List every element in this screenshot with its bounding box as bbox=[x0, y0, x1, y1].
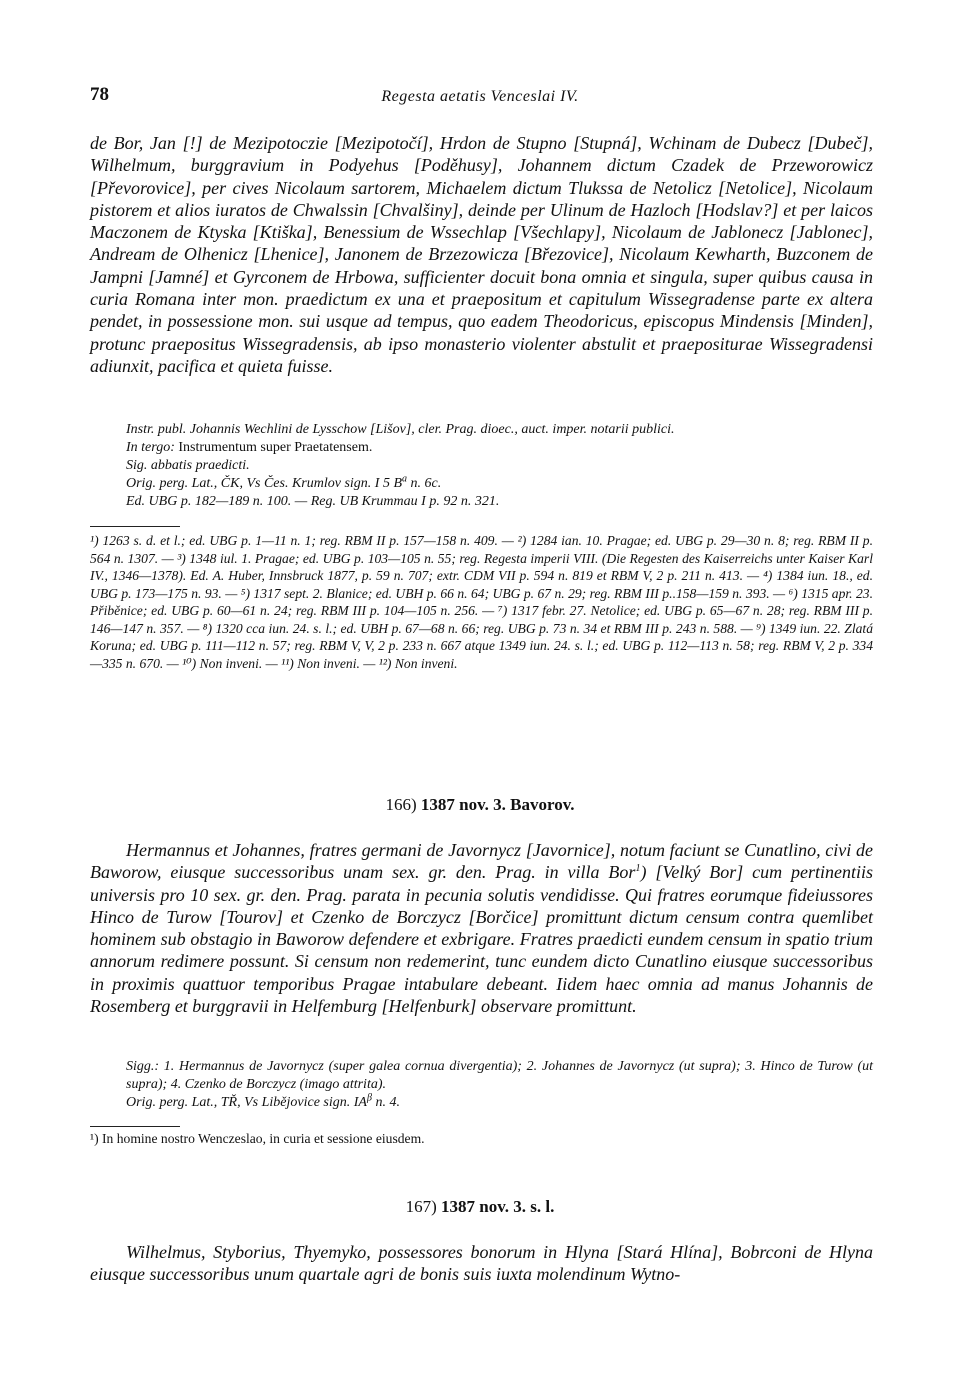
footnote-text: ¹) In homine nostro Wenczeslao, in curia et sessione eiusdem. bbox=[90, 1131, 425, 1146]
regest-number: 167) bbox=[405, 1197, 437, 1216]
note-orig-166-sup: β bbox=[366, 1092, 372, 1104]
regest-166-footnotes bbox=[90, 1130, 873, 1148]
regest-165-notes bbox=[126, 421, 873, 511]
note-ed: Ed. UBG p. 182—189 n. 100. — Reg. UB Krummau I p. 92 n. 321. bbox=[126, 494, 500, 509]
regest-166-text-b: ) [Velký Bor] cum pertinentiis universis pro 10 sex. gr. den. Prag. parata in pecunia solutis vendidisse. Qui fratres eorumque fideiussores Hinco de Turow [Tourov] et Czenko de Borczycz [Borčice] promittunt dictum censum contra quemlibet hominem sub obstagio in Baworow defendere et exbrigare. Fratres praedicti eundem censum in spatio trium annorum redimere possunt. Si censum non redemerint, tunc eundem dicto Cunatlino eiusque successoribus in proximis quattuor temporibus Pragae intabulare debeant. Iidem haec omnia ad manus Johannis de Rosemberg et burggravii in Helfemburg [Helfenburk] observare promittunt. bbox=[90, 862, 873, 1017]
regest-167-heading bbox=[0, 1197, 960, 1217]
note-orig bbox=[126, 475, 873, 493]
regest-165-paragraph: de Bor, Jan [!] de Mezipotoczie [Mezipotočí], Hrdon de Stupno [Stupná], Wchinam de Dubecz [Dubeč], Wilhelmum, burggravium in Podyehus [Poděhusy], Johannem dictum Czadek de Przeworowicz [Převorovice], per cives Nicolaum sartorem, Michaelem dictum Tlukssa de Netolicz [Netolice], Nicolaum pistorem et alios iuratos de Chwalssin [Chvalšiny], deinde per Ulinum de Hazloch [Hodslav?] et per laicos Maczonem de Ktyska [Ktiška], Benessium de Wssechlap [Všechlapy], Nicolaum de Jablonecz [Jablonec], Andream de Olhenicz [Lhenice], Janonem de Brzezowicza [Březovice], Nicolaum Kewharth, Buzconem de Jampni [Jamné] et Gyrconem de Hrbowa, sufficienter docuit bona omnia et singula, super quibus causa in curia Romana inter mon. praedictum ex una et praepositum et capitulum Wissegradense parte ex altera pendet, in possessione mon. sui usque ad tempus, quo eadem Theodoricus, episcopus Mindensis [Minden], protunc praepositus Wissegradensis, ab ipso monasterio violenter abstulit et praepositurae Wissegradensi adiunxit, pacifica et quieta fuisse. bbox=[90, 133, 873, 376]
footnote-marker: 1 bbox=[635, 863, 641, 875]
regest-165-footnotes bbox=[90, 532, 873, 672]
footnote-rule bbox=[90, 1126, 180, 1127]
note-orig-166-text: Orig. perg. Lat., TŘ, Vs Libějovice sign. IA bbox=[126, 1095, 367, 1110]
note-orig-tail: n. 6c. bbox=[407, 476, 442, 491]
regest-167-text bbox=[90, 1241, 873, 1286]
regest-date-place: 1387 nov. 3. Bavorov. bbox=[420, 795, 575, 814]
note-orig-sup: a bbox=[402, 473, 407, 485]
note-in-tergo bbox=[126, 439, 873, 457]
regest-date-place: 1387 nov. 3. s. l. bbox=[441, 1197, 555, 1216]
regest-166-text-a: Hermannus et Johannes, fratres germani de Javornycz [Javornice], notum faciunt se Cunatlino, civi de Baworow, eiusque successoribus unam sex. gr. den. Prag. in villa Bor bbox=[90, 840, 873, 883]
footnote-text: ¹) 1263 s. d. et l.; ed. UBG p. 1—11 n. 1; reg. RBM II p. 157—158 n. 409. — ²) 1284 ian. 10. Pragae; ed. UBG p. 29—30 n. 8; reg. RBM II p. 564 n. 1307. — ³) 1348 iul. 1. Pragae; ed. UBG p. 103—105 n. 55; reg. Regesta imperii VIII. (Die Regesten des Kaiserreichs unter Kaiser Karl IV., 1346—1378). Ed. A. Huber, Innsbruck 1877, p. 59 n. 707; extr. CDM VII p. 594 n. 819 et RBM V, 2 p. 211 n. 413. — ⁴) 1384 iun. 18., ed. UBG p. 173—175 n. 93. — ⁵) 1317 sept. 2. Blanice; ed. UBH p. 66 n. 64; UBG p. 67 n. 29; reg. RBM III p..158—159 n. 393. — ⁶) 1315 apr. 23. Přiběnice; ed. UBG p. 60—61 n. 24; reg. RBM III p. 104—105 n. 256. — ⁷) 1317 febr. 27. Netolice; ed. UBG p. 65—67 n. 28; reg. RBM III p. 146—147 n. 357. — ⁸) 1320 cca iun. 24. s. l.; ed. UBH p. 67—68 n. 66; reg. UBG p. 73 n. 34 et RBM III p. 243 n. 588. — ⁹) 1349 iun. 22. Zlatá Koruna; ed. UBG p. 111—112 n. 57; reg. RBM V, V, 2 p. 233 n. 667 atque 1349 iun. 24. s. l.; ed. UBG p. 112—113 n. 58; reg. RBM V, 2 p. 334—335 n. 670. — ¹⁰) Non inveni. — ¹¹) Non inveni. — ¹²) Non inveni. bbox=[90, 533, 873, 671]
regest-167-paragraph: Wilhelmus, Styborius, Thyemyko, possessores bonorum in Hlyna [Stará Hlína], Bobrconi de Hlyna eiusque successoribus unum quartale agri de bonis suis iuxta molendinum Wytno- bbox=[90, 1242, 873, 1285]
note-in-tergo-label: In tergo: bbox=[126, 440, 175, 455]
note-orig-166 bbox=[126, 1094, 873, 1112]
regest-number: 166) bbox=[385, 795, 417, 814]
regest-166-paragraph bbox=[90, 839, 873, 1017]
regest-166-notes bbox=[126, 1058, 873, 1112]
note-orig-166-tail: n. 4. bbox=[371, 1095, 400, 1110]
note-sigg: Sigg.: 1. Hermannus de Javornycz (super galea cornua divergentia); 2. Johannes de Javornycz (ut supra); 3. Hinco de Turow (ut supra); 4. Czenko de Borczycz (imago attrita). bbox=[126, 1059, 873, 1092]
running-title: Regesta aetatis Venceslai IV. bbox=[381, 88, 579, 105]
note-sig: Sig. abbatis praedicti. bbox=[126, 458, 250, 473]
page-number: 78 bbox=[90, 84, 109, 105]
note-orig-text: Orig. perg. Lat., ČK, Vs Čes. Krumlov sign. I 5 B bbox=[126, 476, 402, 491]
regest-166-heading bbox=[0, 795, 960, 815]
regest-166-text bbox=[90, 839, 873, 1017]
note-instr: Instr. publ. Johannis Wechlini de Lysschow [Lišov], cler. Prag. dioec., auct. imper. notarii publici. bbox=[126, 422, 675, 437]
note-in-tergo-text: Instrumentum super Praetatensem. bbox=[178, 440, 373, 455]
footnote-rule bbox=[90, 526, 180, 527]
regest-165-text bbox=[90, 132, 873, 377]
